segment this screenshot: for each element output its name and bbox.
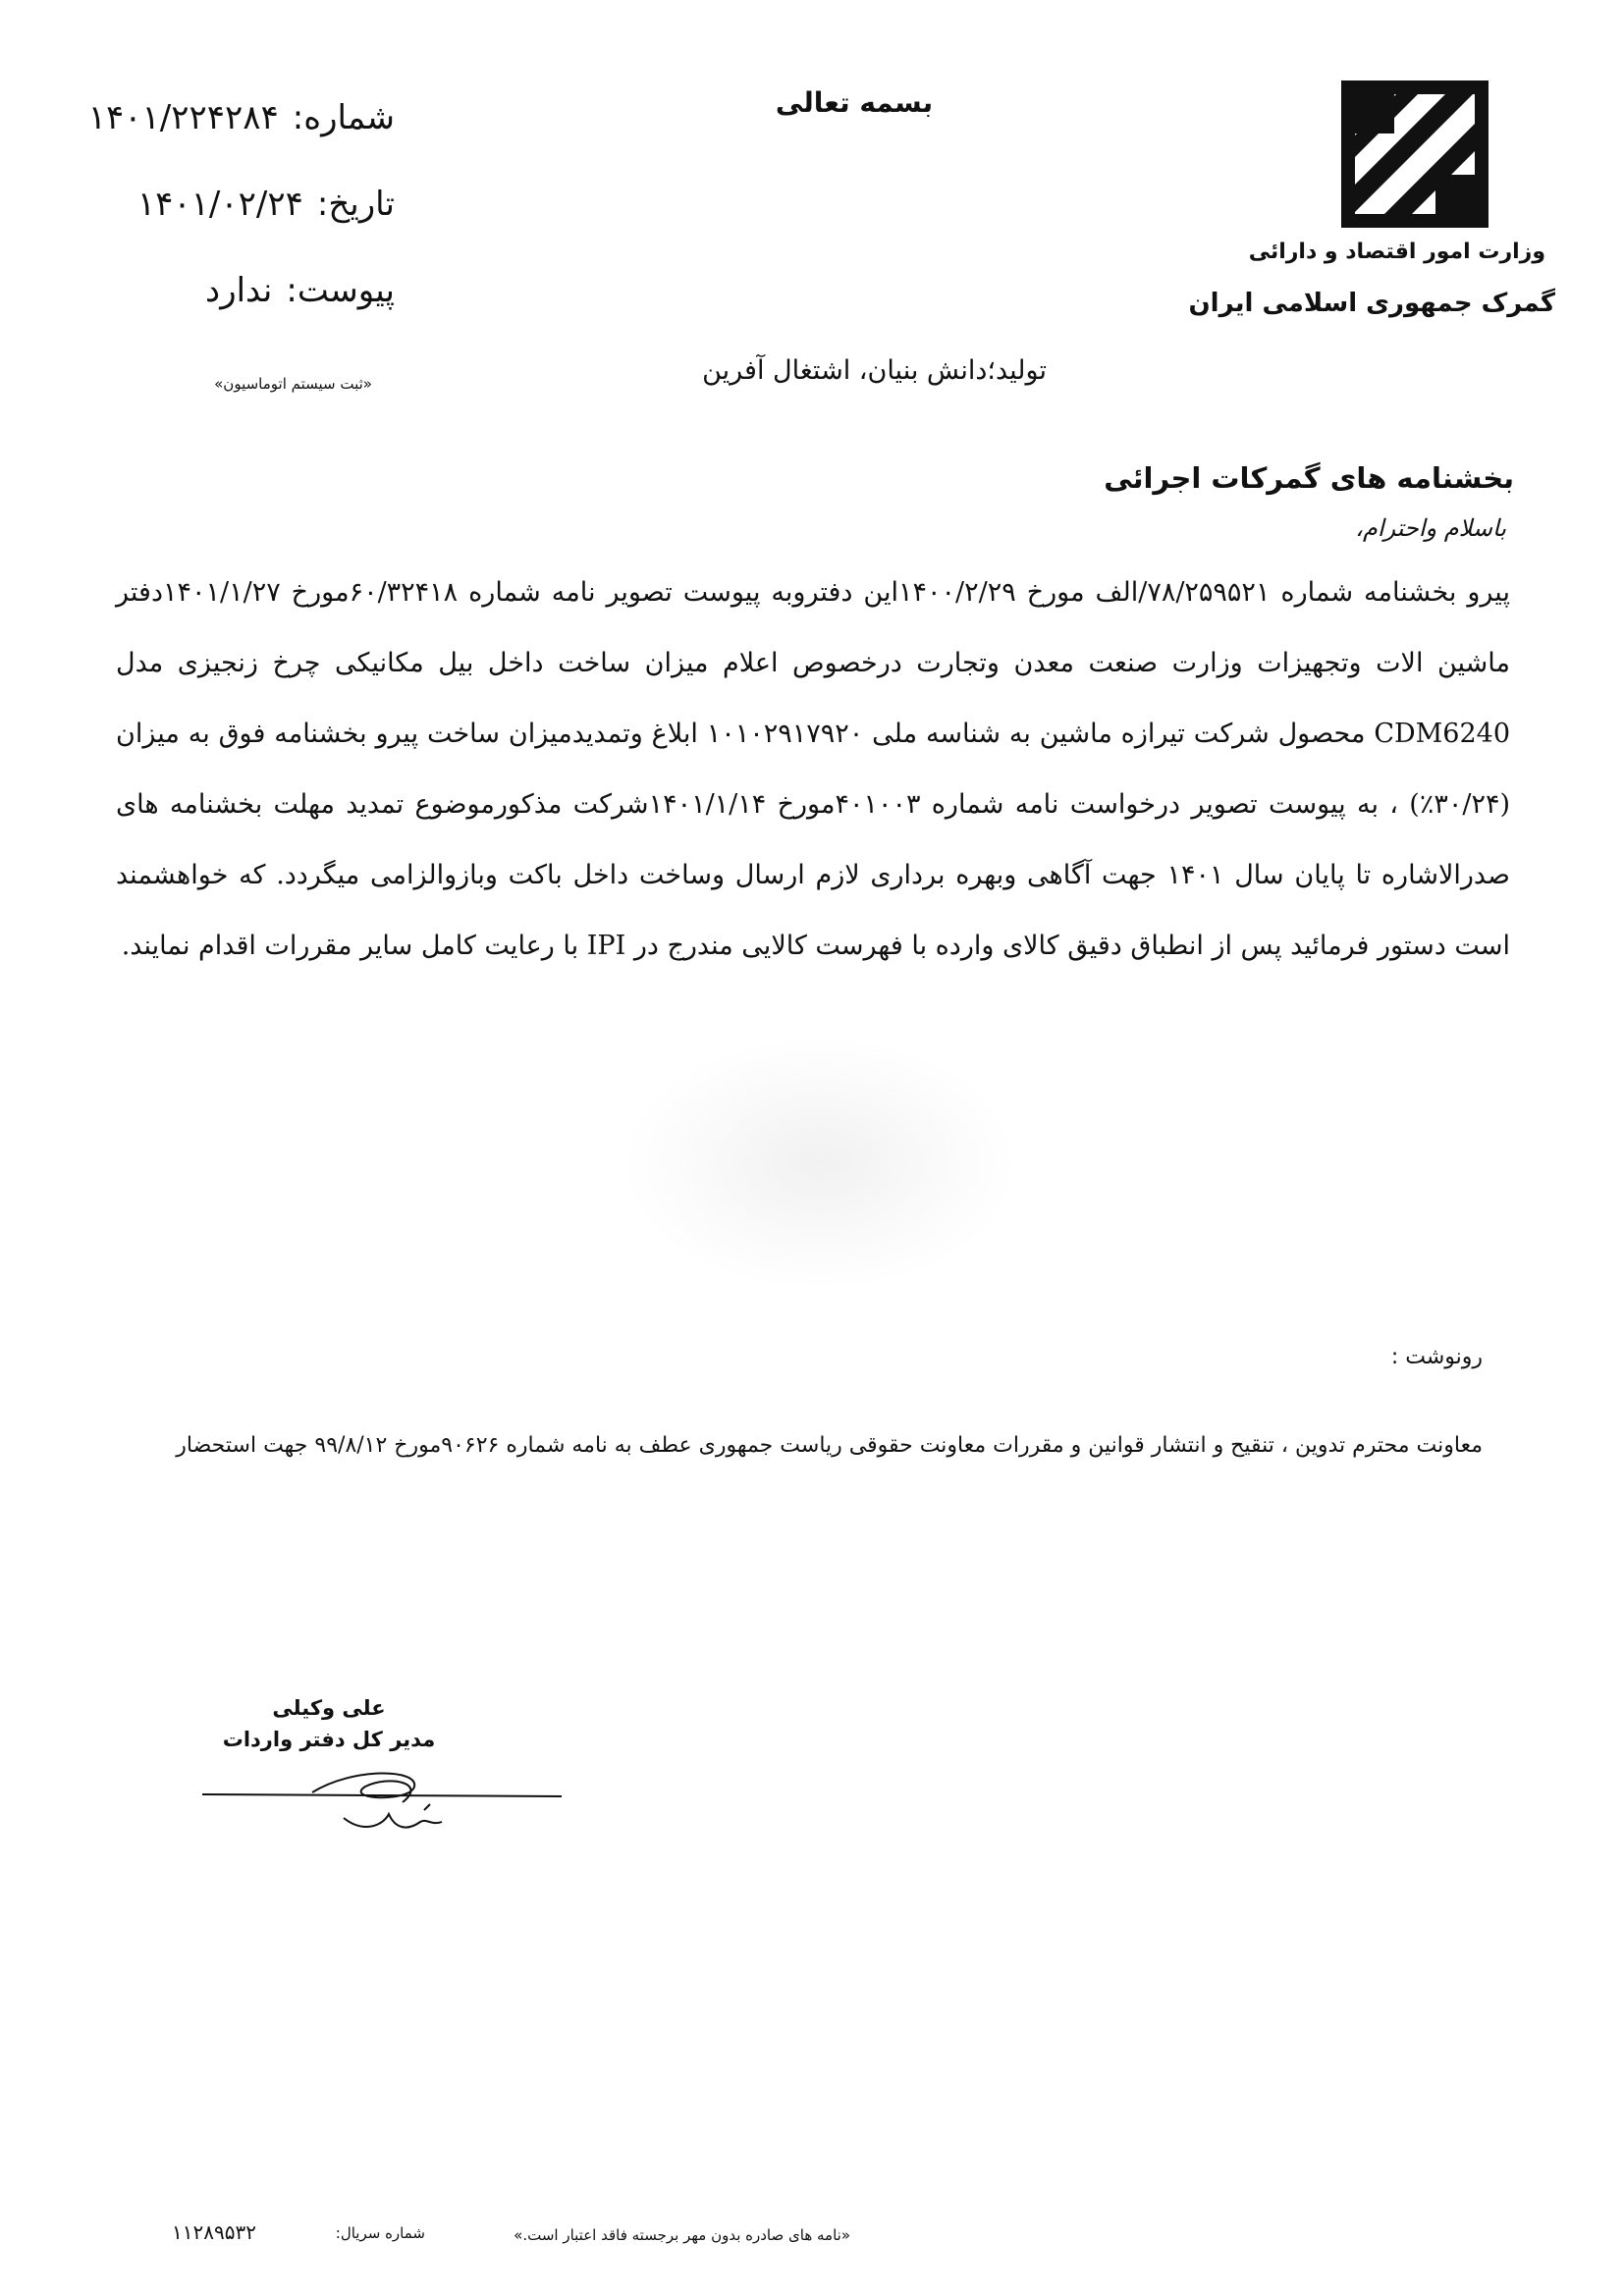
- ministry-name: وزارت امور اقتصاد و دارائی: [1248, 240, 1545, 264]
- letter-date-label: تاریخ:: [316, 185, 395, 224]
- letter-number-label: شماره:: [292, 98, 395, 137]
- signer-name: علی وکیلی: [272, 1696, 386, 1720]
- serial-label: شماره سریال:: [335, 2224, 425, 2242]
- watermark-seal: [628, 1041, 1011, 1286]
- customs-logo: [1341, 80, 1489, 228]
- handwritten-signature: [196, 1757, 569, 1855]
- signer-title: مدیر کل دفتر واردات: [222, 1728, 436, 1751]
- letter-number-value: ۱۴۰۱/۲۲۴۲۸۴: [87, 98, 279, 137]
- letter-attachment-value: ندارد: [205, 271, 273, 310]
- letter-body: پیرو بخشنامه شماره ۷۸/۲۵۹۵۲۱/الف مورخ ۱۴۰۰/۲/۲۹این دفتروبه پیوست تصویر نامه شماره ۶۰/۳۲۴۱۸مورخ ۱۴۰۱/۱/۲۷دفتر ماشین الات وتجهیزات وزارت صنعت معدن وتجارت درخصوص اعلام میزان ساخت داخل بیل مکانیکی چرخ زنجیزی مدل CDM6240 محصول شرکت تیرازه ماشین به شناسه ملی ۱۰۱۰۲۹۱۷۹۲۰ ابلاغ وتمدیدمیزان ساخت پیرو بخشنامه فوق به میزان (۳۰/۲۴٪) ، به پیوست تصویر درخواست نامه شماره ۴۰۱۰۰۳مورخ ۱۴۰۱/۱/۱۴شرکت مذکورموضوع تمدید مهلت بخشنامه های صدرالاشاره تا پایان سال ۱۴۰۱ جهت آگاهی وبهره برداری لازم ارسال وساخت داخل باکت وبازوالزامی میگردد. که خواهشمند است دستور فرمائید پس از انطباق دقیق کالای وارده با فهرست کالایی مندرج در IPI با رعایت کامل سایر مقررات اقدام نمایند.: [116, 577, 1510, 961]
- signature-icon: [196, 1757, 569, 1855]
- greeting: باسلام واحترام،: [1355, 514, 1506, 542]
- basmala: بسمه تعالی: [775, 86, 934, 119]
- slogan: تولید؛دانش بنیان، اشتغال آفرین: [702, 355, 1047, 386]
- recipient: بخشنامه های گمرکات اجرائی: [1104, 461, 1514, 495]
- validity-note: «نامه های صادره بدون مهر برجسته فاقد اعتبار است.»: [514, 2226, 850, 2244]
- letter-date: [137, 185, 395, 224]
- cc-text: معاونت محترم تدوین ، تنقیح و انتشار قوانین و مقررات معاونت حقوقی ریاست جمهوری عطف به نامه شماره ۹۰۶۲۶مورخ ۹۹/۸/۱۲ جهت استحضار: [176, 1433, 1483, 1458]
- customs-logo-icon: [1341, 80, 1489, 228]
- letter-date-value: ۱۴۰۱/۰۲/۲۴: [136, 185, 303, 224]
- cc-label: رونوشت :: [1390, 1345, 1483, 1369]
- registration-note: «ثبت سیستم اتوماسیون»: [214, 375, 372, 393]
- organization-name: گمرک جمهوری اسلامی ایران: [1188, 289, 1555, 318]
- letter-attachment: [205, 271, 395, 310]
- letter-attachment-label: پیوست:: [286, 271, 395, 310]
- letter-number: [88, 98, 395, 137]
- serial-value: ۱۱۲۸۹۵۳۲: [172, 2220, 256, 2244]
